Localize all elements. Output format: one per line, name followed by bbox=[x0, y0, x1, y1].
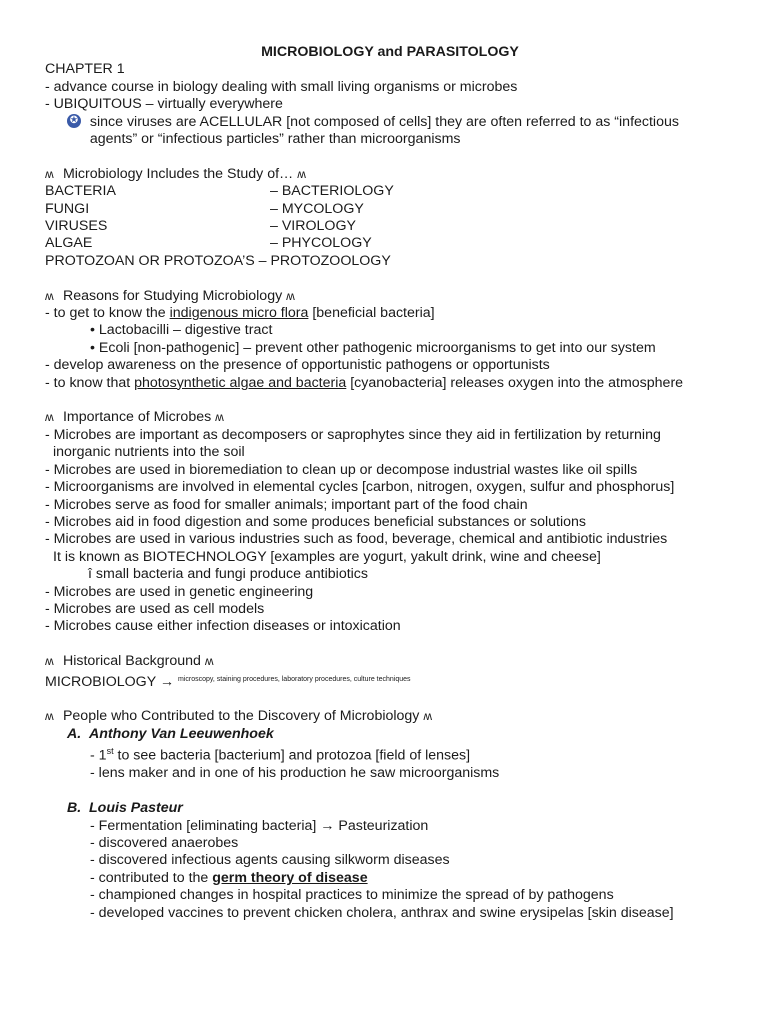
study-row bbox=[45, 183, 735, 200]
document-page bbox=[45, 44, 735, 922]
person-item: - lens maker and in one of his production he saw microorganisms bbox=[90, 765, 500, 782]
study-row bbox=[45, 201, 735, 218]
lightning-icon: ʍ bbox=[45, 709, 54, 724]
virus-note bbox=[45, 114, 735, 149]
history-heading bbox=[45, 653, 735, 670]
text: [cyanobacteria] releases oxygen into the atmosphere bbox=[346, 374, 684, 391]
text: [beneficial bacteria] bbox=[308, 305, 435, 322]
virus-note-line: agents” or “infectious particles” rather than microorganisms bbox=[89, 131, 461, 148]
importance-item: inorganic nutrients into the soil bbox=[53, 444, 245, 461]
reasons-heading bbox=[45, 288, 735, 305]
study-heading bbox=[45, 166, 735, 183]
star-bullet-icon: ✪ bbox=[67, 114, 81, 128]
underlined-term: indigenous micro flora bbox=[169, 305, 309, 322]
importance-item: - Microbes are used in genetic engineering bbox=[45, 583, 314, 600]
lightning-icon: ʍ bbox=[45, 288, 54, 303]
text: - contributed to the bbox=[90, 869, 213, 886]
virus-note-line: since viruses are ACELLULAR [not composed of cells] they are often referred to as “infectious bbox=[89, 113, 679, 130]
importance-item: - Microbes are used as cell models bbox=[45, 600, 265, 617]
reasons-heading-text: Reasons for Studying Microbiology bbox=[62, 287, 283, 304]
person-item: - developed vaccines to prevent chicken cholera, anthrax and swine erysipelas [skin disease] bbox=[90, 904, 674, 921]
importance-item: - Microbes are important as decomposers or saprophytes since they aid in fertilization by returning bbox=[45, 426, 661, 443]
importance-item: - Microbes are used in various industries such as food, beverage, chemical and antibiotic industries bbox=[45, 531, 668, 548]
superscript: st bbox=[106, 746, 114, 757]
importance-item: - Microbes are used in bioremediation to clean up or decompose industrial wastes like oil spills bbox=[45, 461, 638, 478]
importance-item: It is known as BIOTECHNOLOGY [examples are yogurt, yakult drink, wine and cheese] bbox=[53, 548, 601, 565]
reason-item bbox=[45, 375, 735, 392]
list-label: A. bbox=[67, 725, 82, 742]
organism: BACTERIA bbox=[45, 183, 116, 200]
person-name: Louis Pasteur bbox=[89, 800, 183, 817]
list-label: B. bbox=[67, 800, 82, 817]
underlined-term: photosynthetic algae and bacteria bbox=[134, 374, 347, 391]
people-heading bbox=[45, 708, 735, 725]
arrow-mark-icon: î bbox=[88, 566, 92, 583]
importance-heading-text: Importance of Microbes bbox=[62, 409, 212, 426]
key-term: germ theory of disease bbox=[212, 869, 368, 886]
text: MICROBIOLOGY bbox=[45, 673, 156, 690]
reason-subitem: • Ecoli [non-pathogenic] – prevent other pathogenic microorganisms to get into our system bbox=[90, 339, 656, 356]
lightning-icon: ʍ bbox=[45, 410, 54, 425]
organism: FUNGI bbox=[45, 200, 90, 217]
text: Pasteurization bbox=[334, 817, 429, 834]
lightning-icon: ʍ bbox=[286, 288, 295, 303]
history-heading-text: Historical Background bbox=[62, 653, 201, 670]
lightning-icon: ʍ bbox=[204, 654, 214, 669]
person-item bbox=[45, 818, 735, 835]
organism: VIRUSES bbox=[45, 218, 108, 235]
discipline: – MYCOLOGY bbox=[270, 200, 364, 217]
study-row bbox=[45, 218, 735, 235]
importance-subitem bbox=[45, 566, 735, 583]
person-item: - championed changes in hospital practices to minimize the spread of by pathogens bbox=[90, 887, 614, 904]
importance-heading bbox=[45, 409, 735, 426]
history-line bbox=[45, 671, 735, 691]
text: - Fermentation [eliminating bacteria] bbox=[90, 817, 321, 834]
history-small-text: microscopy, staining procedures, laboratory procedures, culture techniques bbox=[178, 675, 411, 683]
people-heading-text: People who Contributed to the Discovery of Microbiology bbox=[62, 708, 420, 725]
person-name: Anthony Van Leeuwenhoek bbox=[89, 725, 274, 742]
discipline: – BACTERIOLOGY bbox=[270, 183, 394, 200]
discipline: – PHYCOLOGY bbox=[270, 235, 372, 252]
person-heading bbox=[45, 726, 735, 743]
person-item: - discovered anaerobes bbox=[90, 834, 239, 851]
importance-item: - Microorganisms are involved in elemental cycles [carbon, nitrogen, oxygen, sulfur and phosphorus] bbox=[45, 479, 675, 496]
lightning-icon: ʍ bbox=[297, 166, 306, 181]
person-heading bbox=[45, 800, 735, 817]
protozoa-line: PROTOZOAN OR PROTOZOA’S – PROTOZOOLOGY bbox=[45, 252, 391, 269]
reason-item: - develop awareness on the presence of opportunistic pathogens or opportunists bbox=[45, 357, 550, 374]
organism: ALGAE bbox=[45, 235, 93, 252]
lightning-icon: ʍ bbox=[423, 709, 433, 724]
text: - to get to know the bbox=[45, 305, 170, 322]
study-row bbox=[45, 235, 735, 252]
text: small bacteria and fungi produce antibiotics bbox=[95, 566, 368, 583]
text: to see bacteria [bacterium] and protozoa [field of lenses] bbox=[113, 747, 471, 764]
importance-item: - Microbes cause either infection diseases or intoxication bbox=[45, 618, 401, 635]
person-item: - discovered infectious agents causing silkworm diseases bbox=[90, 852, 450, 869]
reason-subitem: • Lactobacilli – digestive tract bbox=[90, 322, 273, 339]
person-item bbox=[45, 743, 735, 765]
intro-line: - advance course in biology dealing with small living organisms or microbes bbox=[45, 78, 518, 95]
text: - to know that bbox=[45, 374, 135, 391]
reason-item bbox=[45, 305, 735, 322]
importance-item: - Microbes aid in food digestion and some produces beneficial substances or solutions bbox=[45, 513, 587, 530]
intro-line: - UBIQUITOUS – virtually everywhere bbox=[45, 96, 283, 113]
lightning-icon: ʍ bbox=[45, 654, 54, 669]
text: - 1 bbox=[90, 747, 107, 764]
discipline: – VIROLOGY bbox=[270, 218, 356, 235]
importance-item: - Microbes serve as food for smaller animals; important part of the food chain bbox=[45, 496, 528, 513]
right-arrow-icon: → bbox=[159, 673, 175, 690]
right-arrow-icon: → bbox=[320, 817, 335, 834]
study-heading-text: Microbiology Includes the Study of… bbox=[62, 165, 294, 182]
person-item bbox=[45, 870, 735, 887]
chapter-label: CHAPTER 1 bbox=[45, 61, 125, 78]
lightning-icon: ʍ bbox=[45, 166, 54, 181]
document-title: MICROBIOLOGY and PARASITOLOGY bbox=[261, 44, 519, 60]
lightning-icon: ʍ bbox=[215, 410, 224, 425]
